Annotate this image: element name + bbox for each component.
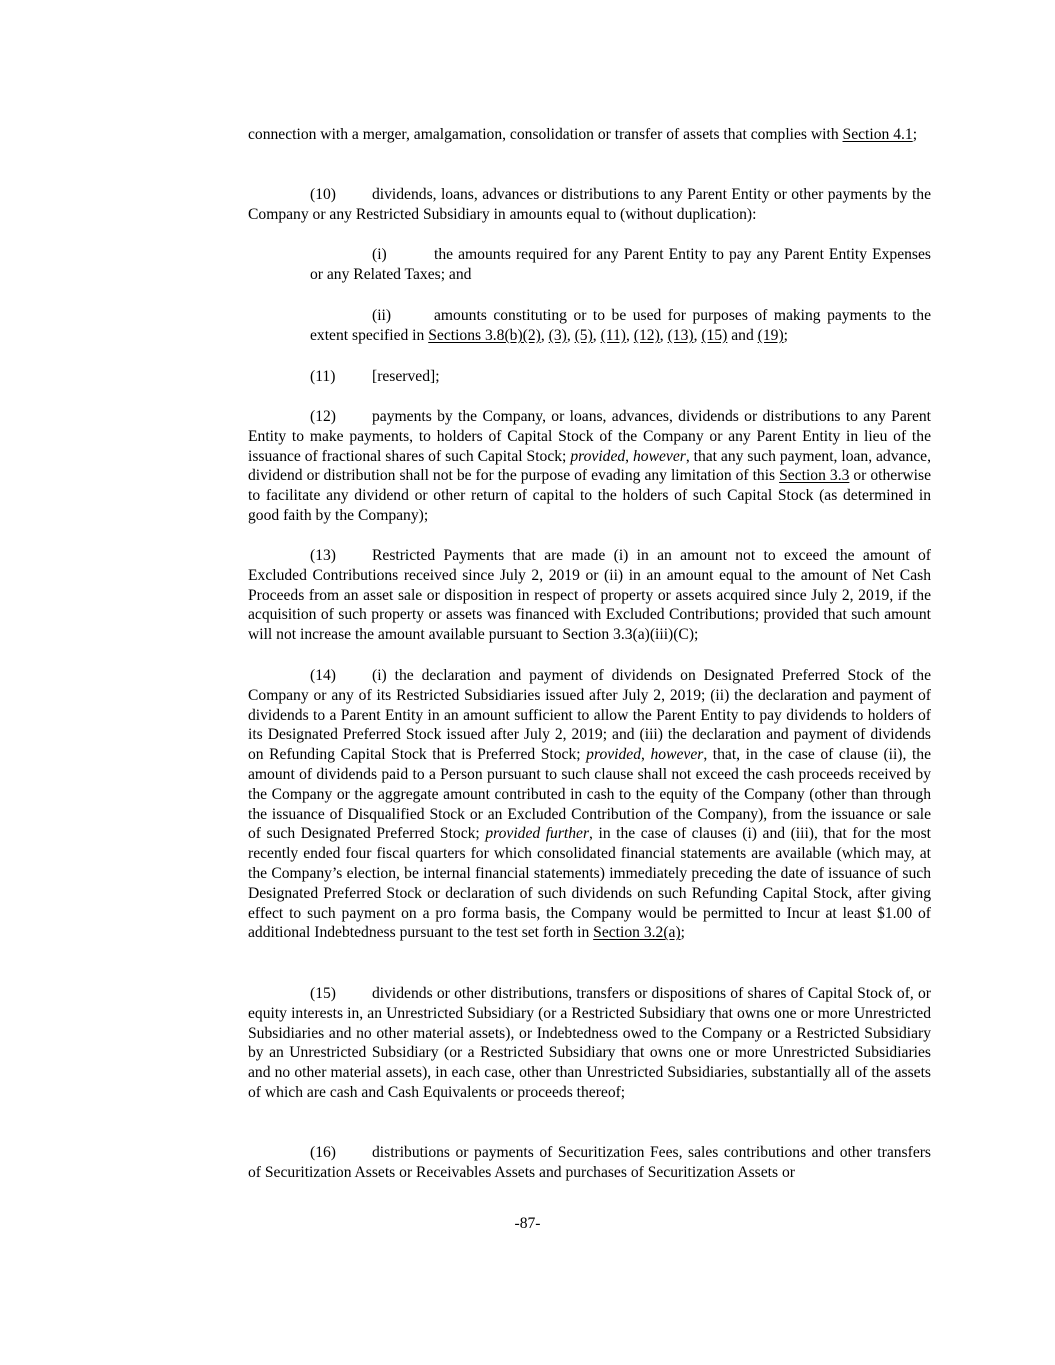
separator: , [626, 326, 634, 344]
separator: ; [783, 326, 788, 344]
clause-text: [reserved]; [372, 368, 440, 385]
clause-number: (11) [310, 368, 336, 385]
intro-end: ; [912, 126, 918, 143]
clause-10-ii [310, 306, 931, 346]
clause-16 [248, 1143, 931, 1183]
clause-number: (14) [310, 667, 336, 684]
ref-13-link[interactable]: (13) [667, 326, 694, 344]
however-italic: however [632, 447, 686, 465]
ref-11-link[interactable]: (11) [600, 326, 626, 344]
however-italic: however [650, 746, 704, 764]
clause-10 [248, 185, 931, 225]
clause-text: , that any such payment, loan, advance, dividend or distribution shall not be for the purpose of evading any limitation of this [248, 447, 931, 485]
ref-5-link[interactable]: (5) [574, 326, 593, 344]
section-3-8-link[interactable]: Sections 3.8(b)(2) [428, 326, 541, 344]
ref-15-link[interactable]: (15) [701, 326, 728, 344]
clause-14 [248, 666, 931, 943]
clause-text: distributions or payments of Securitization Fees, sales contributions and other transfers of Securitization Assets or Receivables Assets and purchases of Securitization Assets or [248, 1144, 931, 1181]
clause-text: (i) the declaration and payment of dividends on Designated Preferred Stock of the Company or any of its Restricted Subsidiaries issued after July 2, 2019; (ii) the declaration and payment of dividends to a Parent Entity in an amount sufficient to allow the Parent Entity to pay dividends to holders of its Designated Preferred Stock issued after July 2, 2019; and (iii) the declaration and payment of dividends on Refunding Capital Stock that is Preferred Stock; [248, 667, 931, 764]
separator: ; [680, 924, 685, 942]
clause-13 [248, 546, 931, 645]
clause-text: the amounts required for any Parent Entity to pay any Parent Entity Expenses or any Related Taxes; and [310, 246, 931, 283]
clause-text: or otherwise to facilitate any dividend or other return of capital to the holders of such Capital Stock (as determined in good faith by the Company); [248, 467, 931, 524]
clause-number: (12) [310, 408, 336, 425]
separator: , [659, 326, 668, 344]
clause-15 [248, 984, 931, 1103]
intro-paragraph [248, 125, 931, 145]
clause-number: (15) [310, 985, 336, 1002]
page-number: -87- [514, 1215, 541, 1232]
separator: , [641, 746, 651, 764]
clause-11 [248, 367, 931, 387]
separator: , [566, 326, 575, 344]
clause-number: (i) [372, 246, 387, 263]
separator: , [592, 326, 601, 344]
separator: , [540, 326, 549, 344]
clause-text: , in the case of clauses (i) and (iii), that for the most recently ended four fiscal quarters for which consolidated financial statements are available (which may, at the Company’s election, be internal financial statements) immediately preceding the date of issuance of such Designated Preferred Stock or declaration of such dividends on such Refunding Capital Stock, after giving effect to such payment on a pro forma basis, the Company would be permitted to Incur at least $1.00 of additional Indebtedness pursuant to the test set forth in [248, 825, 931, 942]
clause-text: amounts constituting or to be used for purposes of making payments to the extent specified in [310, 307, 931, 344]
clause-number: (13) [310, 547, 336, 564]
separator: , [693, 326, 702, 344]
clause-number: (16) [310, 1144, 336, 1161]
clause-12 [248, 407, 931, 526]
clause-number: (10) [310, 186, 336, 203]
provided-italic: provided [586, 746, 642, 764]
clause-text: Restricted Payments that are made (i) in an amount not to exceed the amount of Excluded Contributions received since July 2, 2019 or (ii) in an amount equal to the amount of Net Cash Proceeds from an asset sale or disposition in respect of property or assets acquired since July 2, 2019, if the acquisition of such property or assets was financed with Excluded Contributions; provided that such amount will not increase the amount available pursuant to Section 3.3(a)(iii)(C); [248, 547, 931, 644]
clause-text: dividends, loans, advances or distributions to any Parent Entity or other payments by the Company or any Restricted Subsidiary in amounts equal to (without duplication): [248, 186, 931, 223]
provided-further-italic: provided further [485, 825, 590, 843]
clause-text: payments by the Company, or loans, advances, dividends or distributions to any Parent Entity to make payments, to holders of Capital Stock of the Company or any Parent Entity in lieu of the issuance of fractional shares of such Capital Stock; [248, 408, 931, 465]
separator: and [727, 326, 758, 344]
provided-italic: provided [570, 447, 626, 465]
clause-text: , that, in the case of clause (ii), the amount of dividends paid to a Person pursuant to such clause shall not exceed the cash proceeds received by the Company or the aggregate amount contributed in cash to the equity of the Company (other than through the issuance of Disqualified Stock or an Excluded Contribution of the Company), from the issuance or sale of such Designated Preferred Stock; [248, 746, 932, 843]
section-3-2-a-link[interactable]: Section 3.2(a) [593, 924, 681, 942]
section-4-1-link[interactable]: Section 4.1 [842, 126, 913, 143]
ref-19-link[interactable]: (19) [757, 326, 784, 344]
clause-10-i [310, 245, 931, 285]
separator: , [625, 447, 633, 465]
section-3-3-link[interactable]: Section 3.3 [779, 467, 850, 485]
intro-text: connection with a merger, amalgamation, consolidation or transfer of assets that complies with [248, 126, 843, 143]
ref-3-link[interactable]: (3) [548, 326, 567, 344]
clause-number: (ii) [372, 307, 392, 324]
ref-12-link[interactable]: (12) [633, 326, 660, 344]
clause-text: dividends or other distributions, transfers or dispositions of shares of Capital Stock of, or equity interests in, an Unrestricted Subsidiary (or a Restricted Subsidiary that owns one or more Unrestricted Subsidiaries and no other material assets), or Indebtedness owed to the Company or a Restricted Subsidiary by an Unrestricted Subsidiary (or a Restricted Subsidiary that owns one or more Unrestricted Subsidiaries and no other material assets), in each case, other than Unrestricted Subsidiaries, substantially all of the assets of which are cash and Cash Equivalents or proceeds thereof; [248, 985, 931, 1101]
